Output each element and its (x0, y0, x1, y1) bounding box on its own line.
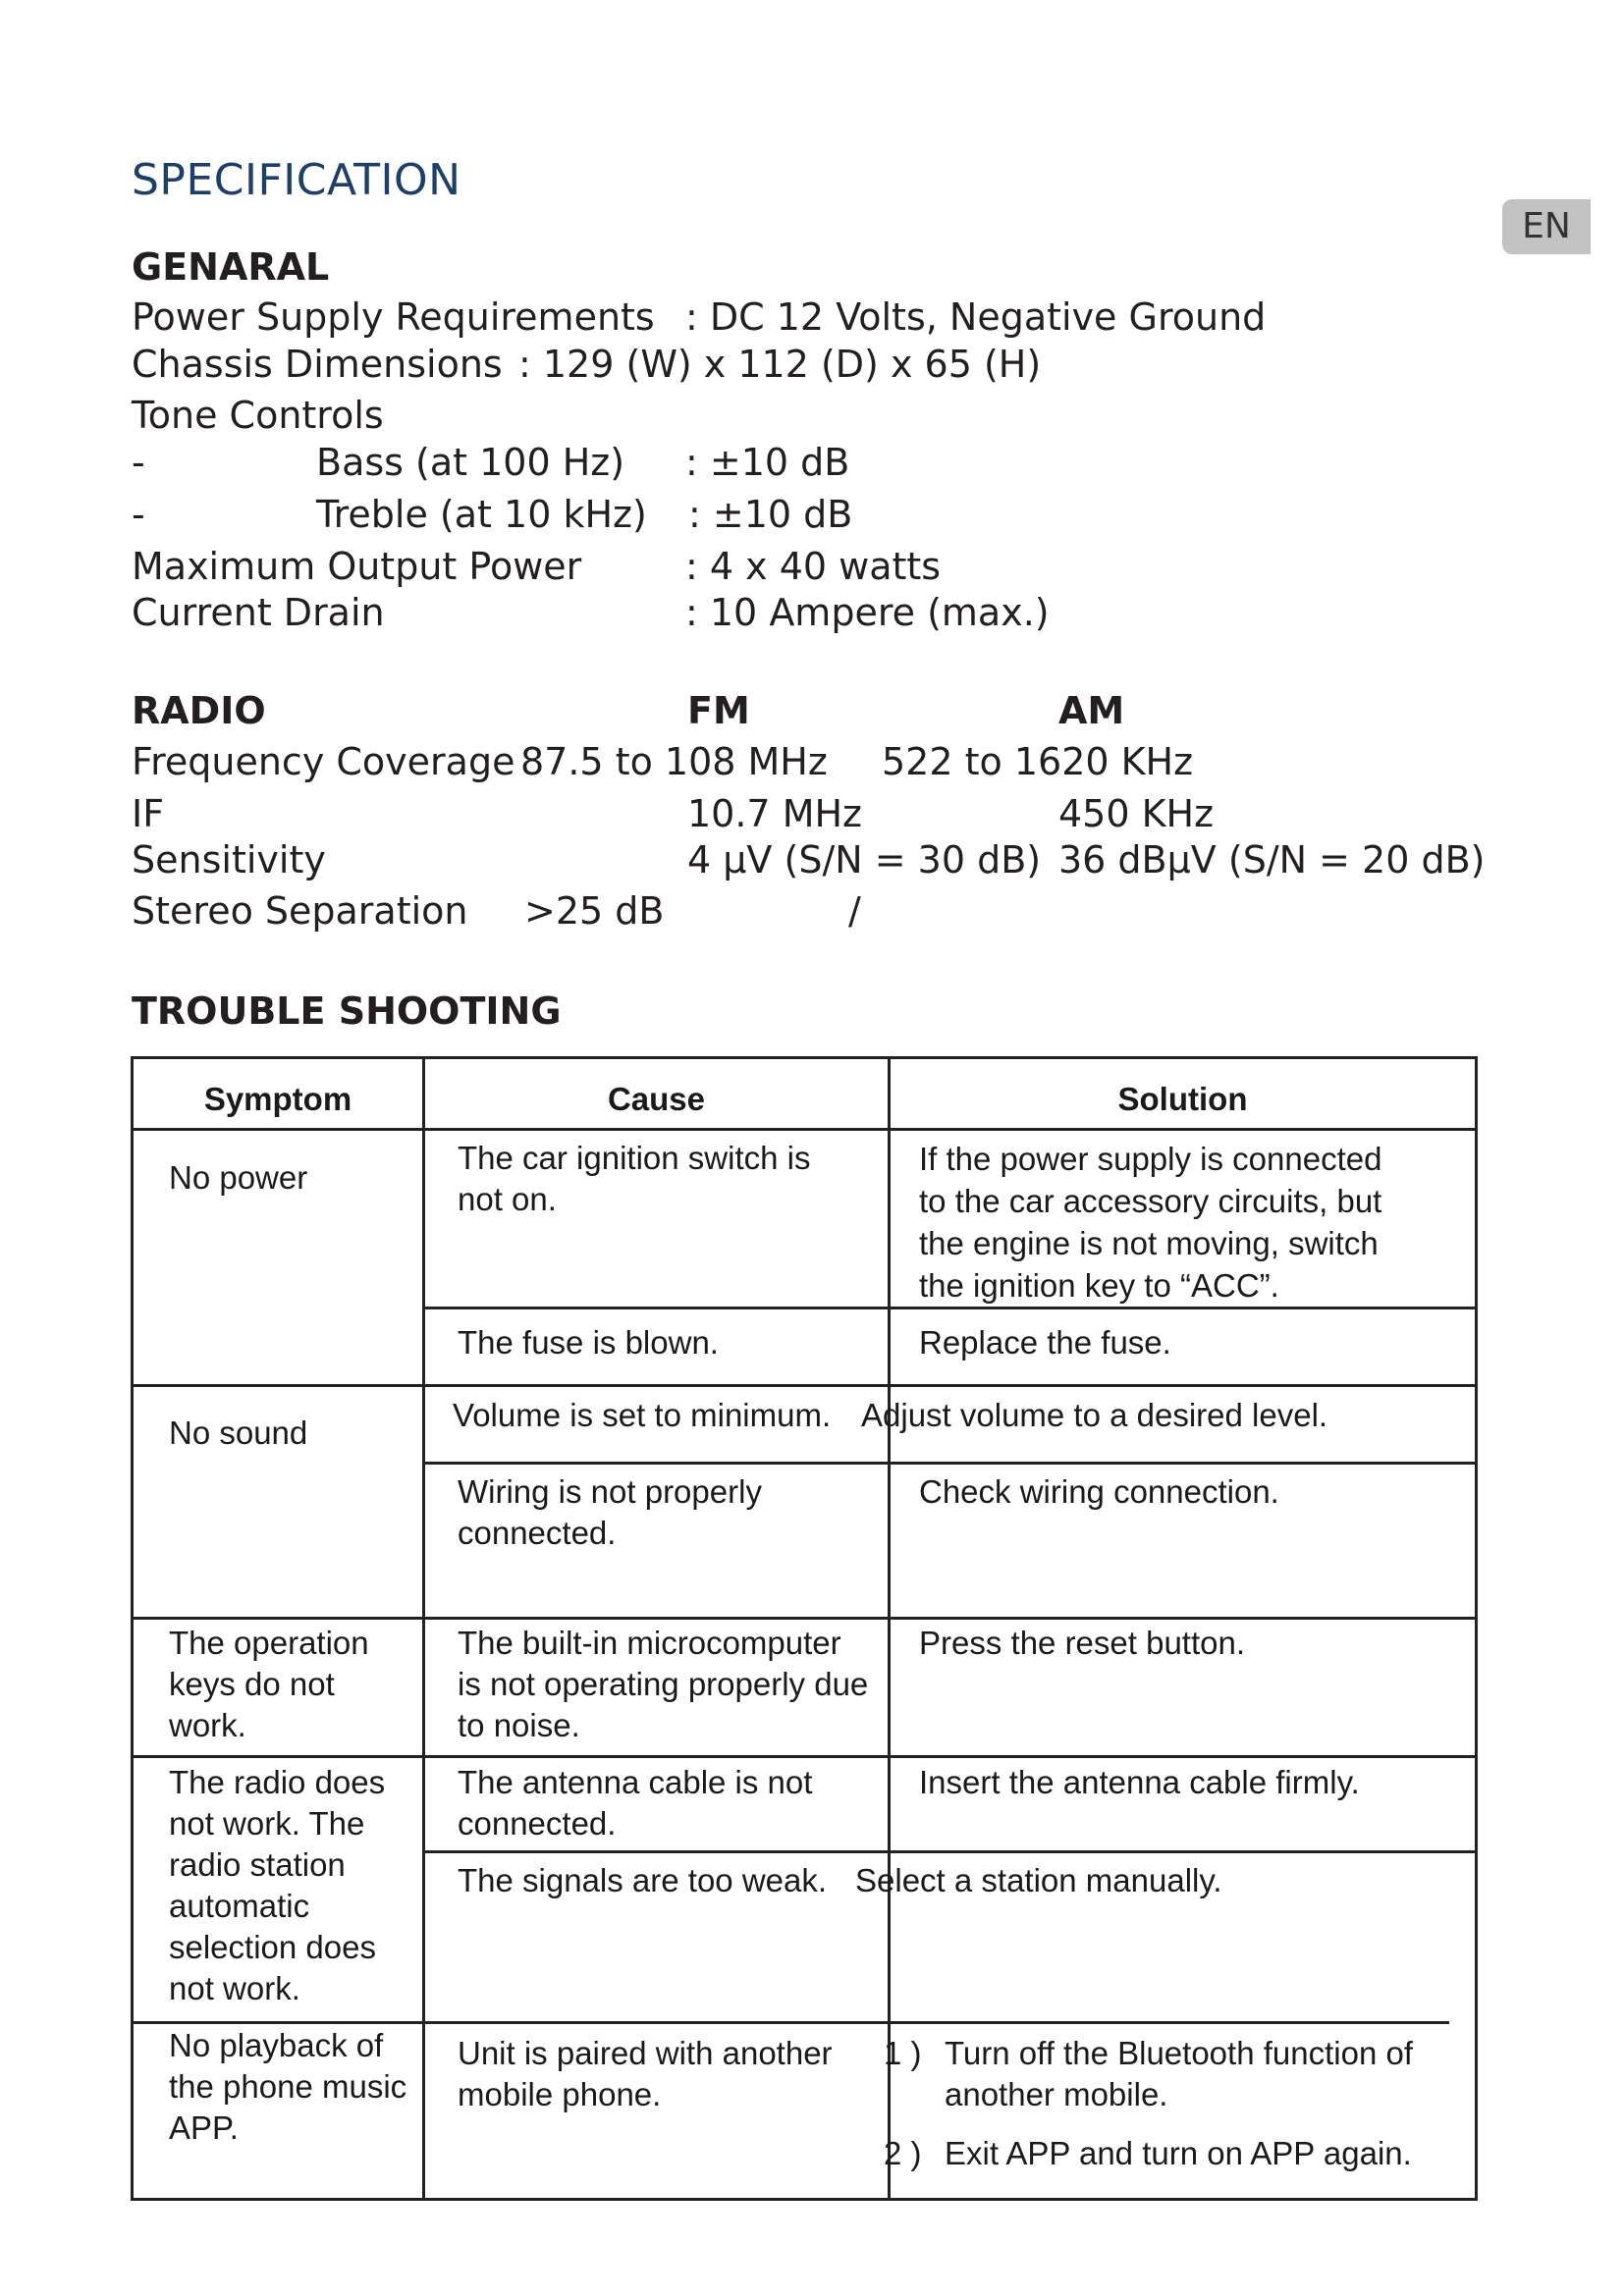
cause-cell: Volume is set to minimum. (453, 1397, 832, 1433)
spec-label: Tone Controls (132, 394, 384, 437)
solution-cell: Replace the fuse. (919, 1324, 1171, 1361)
general-heading: GENARAL (132, 245, 330, 289)
table-divider (422, 1307, 1475, 1309)
spec-value: : 129 (W) x 112 (D) x 65 (H) (518, 343, 1042, 386)
symptom-cell: No playback of the phone music APP. (169, 2027, 407, 2146)
radio-fm-value: 10.7 MHz (687, 792, 862, 835)
radio-am-value: 522 to 1620 KHz (882, 740, 1194, 783)
spec-label: Maximum Output Power (132, 545, 582, 588)
symptom-cell: The operation keys do not work. (169, 1625, 369, 1743)
symptom-cell: No power (169, 1159, 308, 1196)
trouble-heading: TROUBLE SHOOTING (132, 989, 562, 1033)
cause-cell: The signals are too weak. (458, 1862, 828, 1898)
cause-cell: The antenna cable is not connected. (458, 1764, 813, 1842)
solution-cell: Select a station manually. (855, 1862, 1222, 1898)
table-divider (134, 2021, 1449, 2024)
spec-dash: - (132, 493, 145, 536)
spec-value: : ±10 dB (688, 493, 853, 536)
header-cause: Cause (607, 1081, 706, 1117)
solution-number: 1 ) (884, 2035, 922, 2071)
radio-fm-value: >25 dB (524, 889, 665, 933)
radio-label: Sensitivity (132, 838, 326, 881)
spec-value: : DC 12 Volts, Negative Ground (685, 295, 1267, 339)
spec-value: : 10 Ampere (max.) (685, 591, 1050, 634)
radio-am-value: / (848, 889, 861, 933)
spec-sublabel: Bass (at 100 Hz) (316, 441, 625, 484)
table-divider (422, 1850, 1475, 1853)
trouble-table (131, 1056, 1478, 2201)
cause-cell: Wiring is not properly connected. (458, 1473, 762, 1551)
table-divider (134, 1128, 1475, 1131)
radio-col-am: AM (1058, 689, 1125, 732)
radio-am-value: 36 dBµV (S/N = 20 dB) (1058, 838, 1486, 881)
page-title: SPECIFICATION (132, 155, 461, 205)
table-divider (422, 1059, 425, 2198)
radio-fm-value: 87.5 to 108 MHz (520, 740, 828, 783)
header-symptom: Symptom (203, 1081, 352, 1117)
solution-number: 2 ) (884, 2135, 922, 2171)
radio-fm-value: 4 µV (S/N = 30 dB) (687, 838, 1042, 881)
spec-dash: - (132, 441, 145, 484)
solution-cell: Turn off the Bluetooth function of another mobile. (945, 2035, 1413, 2112)
table-divider (422, 1462, 1475, 1465)
solution-cell: Insert the antenna cable firmly. (919, 1764, 1360, 1800)
radio-label: Stereo Separation (132, 889, 468, 933)
header-solution: Solution (1117, 1081, 1248, 1117)
cause-cell: The built-in microcomputer is not operating properly due to noise. (458, 1625, 869, 1743)
cause-cell: The fuse is blown. (458, 1324, 719, 1361)
spec-label: Current Drain (132, 591, 385, 634)
spec-label: Chassis Dimensions (132, 343, 503, 386)
spec-label: Power Supply Requirements (132, 295, 655, 339)
radio-col-fm: FM (687, 689, 750, 732)
language-tab: EN (1502, 199, 1591, 254)
spec-sublabel: Treble (at 10 kHz) (316, 493, 647, 536)
radio-heading: RADIO (132, 689, 266, 732)
table-divider (134, 1617, 1475, 1620)
cause-cell: Unit is paired with another mobile phone. (458, 2035, 833, 2112)
solution-cell: Press the reset button. (919, 1625, 1246, 1661)
cause-cell: The car ignition switch is not on. (458, 1140, 811, 1217)
solution-cell: Adjust volume to a desired level. (861, 1397, 1328, 1433)
spec-value: : ±10 dB (685, 441, 850, 484)
solution-cell: Check wiring connection. (919, 1473, 1279, 1510)
table-divider (134, 1755, 1475, 1758)
symptom-cell: No sound (169, 1415, 308, 1451)
spec-value: : 4 x 40 watts (685, 545, 942, 588)
radio-am-value: 450 KHz (1058, 792, 1215, 835)
symptom-cell: The radio does not work. The radio station automatic selection does not work. (169, 1764, 386, 2006)
table-divider (888, 1059, 891, 2198)
radio-label: Frequency Coverage (132, 740, 515, 783)
table-divider (134, 1384, 1475, 1387)
radio-label: IF (132, 792, 165, 835)
solution-cell: If the power supply is connected to the car accessory circuits, but the engine is not moving, switch the ignition key to “ACC”. (919, 1141, 1382, 1304)
solution-cell: Exit APP and turn on APP again. (945, 2135, 1412, 2171)
